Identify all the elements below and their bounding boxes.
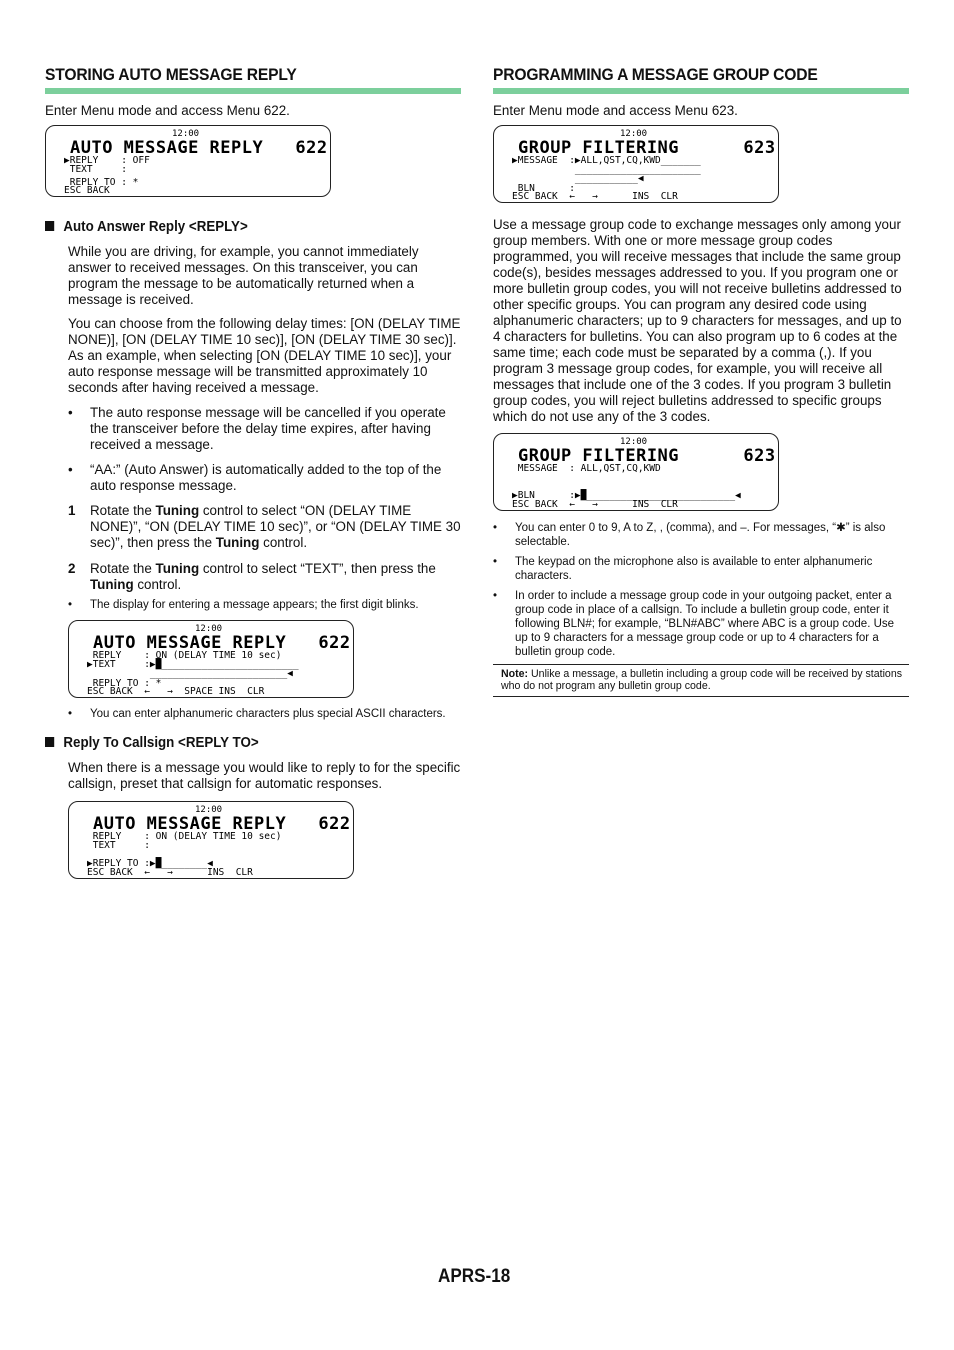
bullet-item xyxy=(68,405,461,453)
subheading-auto-answer xyxy=(45,218,428,236)
note-text: Unlike a message, a bulletin including a group code will be received by stations who do not program any bulletin group code. xyxy=(501,668,903,692)
intro-text: Enter Menu mode and access Menu 623. xyxy=(493,103,738,118)
lcd-line: ________________________◀ xyxy=(87,668,293,679)
lcd-clock: 12:00 xyxy=(620,437,648,447)
bullet-item xyxy=(68,462,461,494)
bullet-dot-icon: • xyxy=(493,556,498,568)
step-text: Rotate the Tuning control to select “TEXT”, then press the Tuning control. xyxy=(90,561,436,592)
bullet-item xyxy=(493,589,909,659)
bullet-item xyxy=(493,521,909,549)
lcd-line: BLN : xyxy=(512,183,575,194)
bullet-text: The display for entering a message appears; the first digit blinks. xyxy=(90,599,419,611)
lcd-line: ______________________ xyxy=(512,164,701,175)
lcd-line: ___________◀ xyxy=(512,173,644,184)
lcd-softkeys: ESC BACK ← → SPACE INS CLR xyxy=(87,686,265,697)
lcd-line: ▶REPLY : OFF xyxy=(64,155,150,166)
lcd-line: MESSAGE : ALL,QST,CQ,KWD xyxy=(512,463,661,474)
lcd-clock: 12:00 xyxy=(172,129,200,139)
lcd-clock: 12:00 xyxy=(195,624,223,634)
lcd-line: REPLY : ON (DELAY TIME 10 sec) xyxy=(87,831,282,842)
bullet-text: You can enter 0 to 9, A to Z, , (comma), and –. For messages, “✱” is also selectable. xyxy=(515,522,886,548)
bullet-dot-icon: • xyxy=(493,522,498,534)
lcd-title: GROUP FILTERING 623 xyxy=(518,138,776,158)
square-bullet-icon xyxy=(45,737,54,747)
step-text: Rotate the Tuning control to select “ON (DELAY TIME NONE)”, “ON (DELAY TIME 10 sec)”, or “ON (DELAY TIME 30 sec)”, then press the Tuning control. xyxy=(90,503,461,550)
bullet-item xyxy=(68,598,461,612)
lcd-line: REPLY TO : * xyxy=(87,678,162,689)
bullet-dot-icon: • xyxy=(493,590,498,602)
bullet-dot-icon: • xyxy=(68,708,73,720)
lcd-title: AUTO MESSAGE REPLY 622 xyxy=(93,633,351,653)
step-number: 1 xyxy=(68,503,76,518)
lcd-line: ▶REPLY TO :▶█________◀ xyxy=(87,858,213,869)
bullet-dot-icon: • xyxy=(68,599,73,611)
bullet-dot-icon: • xyxy=(68,405,73,420)
left-column xyxy=(45,64,461,879)
bullet-item xyxy=(493,555,909,583)
subheading-text: Auto Answer Reply <REPLY> xyxy=(63,219,248,235)
step-2 xyxy=(68,561,461,593)
lcd-display-menu-622 xyxy=(45,125,331,197)
lcd-title: AUTO MESSAGE REPLY 622 xyxy=(70,138,328,158)
paragraph: When there is a message you would like to reply to for the specific callsign, preset that callsign for automatic responses. xyxy=(68,760,461,791)
lcd-line: ▶TEXT :▶█________________________ xyxy=(87,659,299,670)
bullet-text: “AA:” (Auto Answer) is automatically added to the top of the auto response message. xyxy=(90,462,442,493)
lcd-clock: 12:00 xyxy=(195,805,223,815)
bullet-dot-icon: • xyxy=(68,462,73,477)
lcd-display-menu-622-reply-to xyxy=(68,801,354,879)
lcd-softkeys: ESC BACK ← → INS CLR xyxy=(512,191,678,202)
bullet-text: In order to include a message group code in your outgoing packet, enter a group code in place of a callsign. To include a bulletin group code, enter it following BLN#; for example, “BLN#ABC” where ABC is a group code. Use up to 9 characters for a message group code or up to 4 characters for a bulletin group code. xyxy=(515,590,895,658)
square-bullet-icon xyxy=(45,221,54,231)
paragraph: While you are driving, for example, you cannot immediately answer to received messages. On this transceiver, you can program the message to be automatically returned when a message is received. xyxy=(68,244,419,307)
step-1 xyxy=(68,503,461,551)
right-column xyxy=(493,64,909,697)
heading-rule xyxy=(493,88,909,94)
lcd-line: REPLY TO : * xyxy=(64,177,139,188)
lcd-line: TEXT : xyxy=(64,164,127,175)
lcd-display-menu-623 xyxy=(493,125,779,203)
bullet-text: The keypad on the microphone also is available to enter alphanumeric characters. xyxy=(515,556,873,582)
subheading-text: Reply To Callsign <REPLY TO> xyxy=(63,735,259,751)
lcd-display-menu-622-text xyxy=(68,620,354,698)
bullet-text: You can enter alphanumeric characters plus special ASCII characters. xyxy=(90,708,446,720)
lcd-softkeys: ESC BACK ← → INS CLR xyxy=(512,499,678,510)
lcd-softkeys: ESC BACK xyxy=(64,185,110,196)
lcd-line: TEXT : xyxy=(87,840,150,851)
paragraph: Use a message group code to exchange messages only among your group members. With one or more message group codes programmed, you will receive messages that include the same group code(s), besides messages addressed to you. If you program one or more bulletin group codes, you will not receive bulletins addressed to other specific groups. You can program any desired code using alphanumeric characters; up to 9 characters for messages, and up to 4 characters for bulletins. You can also program up to 6 codes at the same time; each code must be separated by a comma (,). If you program 3 message group codes, for example, you will receive all messages that include one of the 3 codes. If you program 3 bulletin group codes, you will reject bulletins addressed to specific groups which do not use any of the 3 codes. xyxy=(493,217,902,424)
lcd-line: ▶BLN :▶█__________________________◀ xyxy=(512,490,741,501)
intro-text: Enter Menu mode and access Menu 622. xyxy=(45,103,290,118)
lcd-display-menu-623-bln xyxy=(493,433,779,511)
section-heading: STORING AUTO MESSAGE REPLY xyxy=(45,65,297,84)
bullet-text: The auto response message will be cancelled if you operate the transceiver before the delay time expires, after having received a message. xyxy=(90,405,446,452)
bullet-item xyxy=(68,707,461,721)
lcd-line: REPLY : ON (DELAY TIME 10 sec) xyxy=(87,650,282,661)
heading-rule xyxy=(45,88,461,94)
lcd-clock: 12:00 xyxy=(620,129,648,139)
lcd-title: AUTO MESSAGE REPLY 622 xyxy=(93,814,351,834)
paragraph: You can choose from the following delay times: [ON (DELAY TIME NONE)], [ON (DELAY TIME 10 sec)], [ON (DELAY TIME 30 sec)]. As an example, when selecting [ON (DELAY TIME 10 sec)], your auto response message will be transmitted approximately 10 seconds after having received a message. xyxy=(68,316,461,395)
lcd-softkeys: ESC BACK ← → INS CLR xyxy=(87,867,253,878)
note-label: Note: xyxy=(501,668,529,680)
section-heading: PROGRAMMING A MESSAGE GROUP CODE xyxy=(493,65,818,84)
lcd-line: ▶MESSAGE :▶ALL,QST,CQ,KWD_______ xyxy=(512,155,701,166)
step-number: 2 xyxy=(68,561,76,576)
note-box xyxy=(493,664,909,697)
subheading-reply-to xyxy=(45,734,428,752)
lcd-title: GROUP FILTERING 623 xyxy=(518,446,776,466)
page-number: APRS-18 xyxy=(438,1266,511,1287)
